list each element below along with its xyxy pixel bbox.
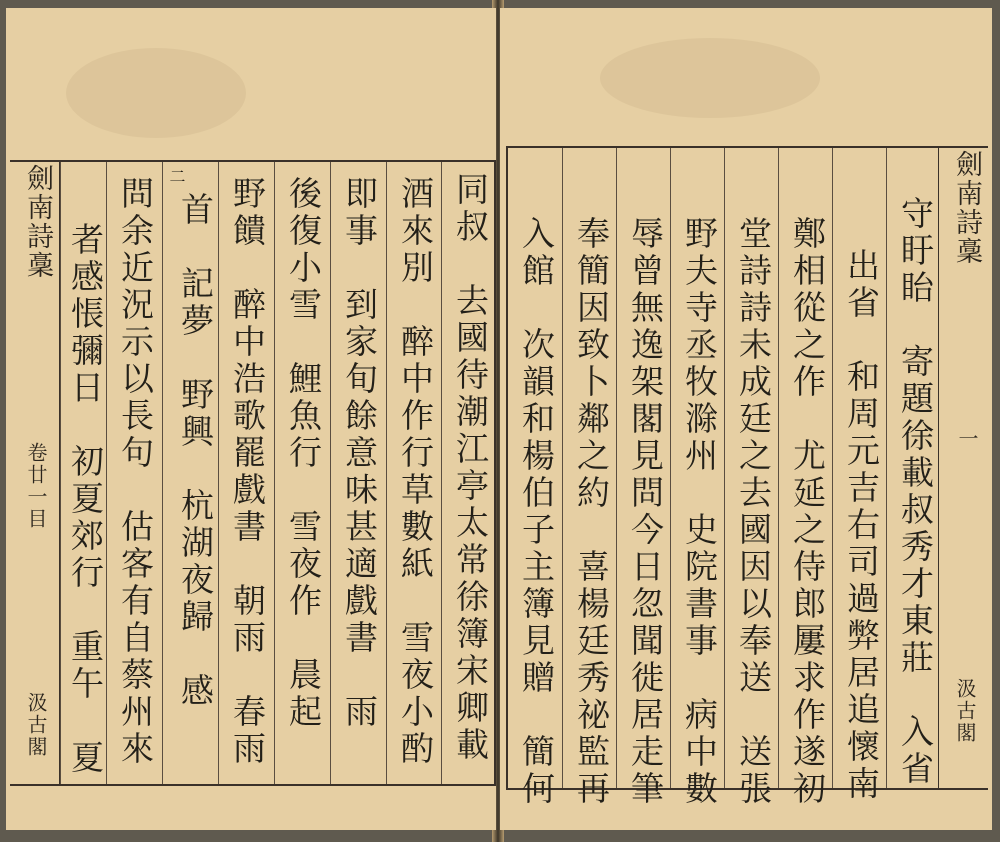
text-column: [886, 148, 938, 788]
left-page: [6, 8, 496, 830]
column-text: 問余近況示以長句 估客有自蔡州來: [116, 176, 155, 768]
column-text: 守盱眙 寄題徐載叔秀才東莊 入省: [896, 196, 935, 788]
paper-stain: [600, 38, 820, 118]
spine-volume: 卷廿一目: [24, 442, 48, 530]
spine-title: 劍南詩稾: [22, 164, 53, 280]
column-text: 即事 到家旬餘意味甚適戲書 雨: [340, 176, 379, 731]
text-column: [670, 148, 724, 808]
column-text: 辱曾無逸架閣見問今日忽聞徙居走筆: [626, 216, 665, 808]
column-text: 奉簡因致卜鄰之約 喜楊廷秀祕監再: [572, 216, 611, 808]
right-text-frame: [506, 146, 988, 808]
column-text: 同叔 去國待潮江亭太常徐簿宋卿載: [451, 172, 490, 764]
right-page: [500, 8, 992, 830]
text-column: [218, 162, 274, 784]
spine-title: 劍南詩稾: [951, 150, 982, 266]
column-text: 出省 和周元吉右司過弊居追懷南: [842, 248, 881, 803]
left-spine-column: [10, 162, 60, 784]
column-text: 入館 次韻和楊伯子主簿見贈 簡何: [517, 216, 556, 808]
spine-press: 汲古閣: [24, 692, 48, 758]
column-text: 首 記夢 野興 杭湖夜歸 感: [176, 192, 215, 710]
paper-stain: [66, 48, 246, 138]
column-text: 酒來別 醉中作行草數紙 雪夜小酌: [396, 176, 435, 768]
text-column: [60, 162, 106, 784]
column-text: 野夫寺丞牧滁州 史院書事 病中數: [680, 216, 719, 808]
right-spine-column: [938, 148, 988, 788]
column-text: 後復小雪 鯉魚行 雪夜作 晨起: [284, 176, 323, 731]
text-column: [724, 148, 778, 808]
column-text: 者感悵彌日 初夏郊行 重午 夏: [66, 222, 105, 777]
text-column: [441, 162, 494, 784]
column-text: 野饋 醉中浩歌罷戲書 朝雨 春雨: [228, 176, 267, 768]
spine-page: 一: [955, 428, 979, 450]
text-column: [778, 148, 832, 808]
column-text: 堂詩詩未成廷之去國因以奉送 送張: [734, 216, 773, 808]
text-column: [106, 162, 162, 784]
text-column: [508, 148, 562, 808]
text-column: [562, 148, 616, 808]
text-column: [832, 148, 886, 803]
text-column: [330, 162, 386, 784]
text-column: [162, 162, 218, 784]
column-text: 鄭相從之作 尤延之侍郎屢求作遂初: [788, 216, 827, 808]
spine-press: 汲古閣: [953, 678, 977, 744]
column-note: 二: [167, 168, 186, 185]
left-text-frame: [10, 160, 496, 786]
text-column: [386, 162, 441, 784]
text-column: [616, 148, 670, 808]
text-column: [274, 162, 330, 784]
